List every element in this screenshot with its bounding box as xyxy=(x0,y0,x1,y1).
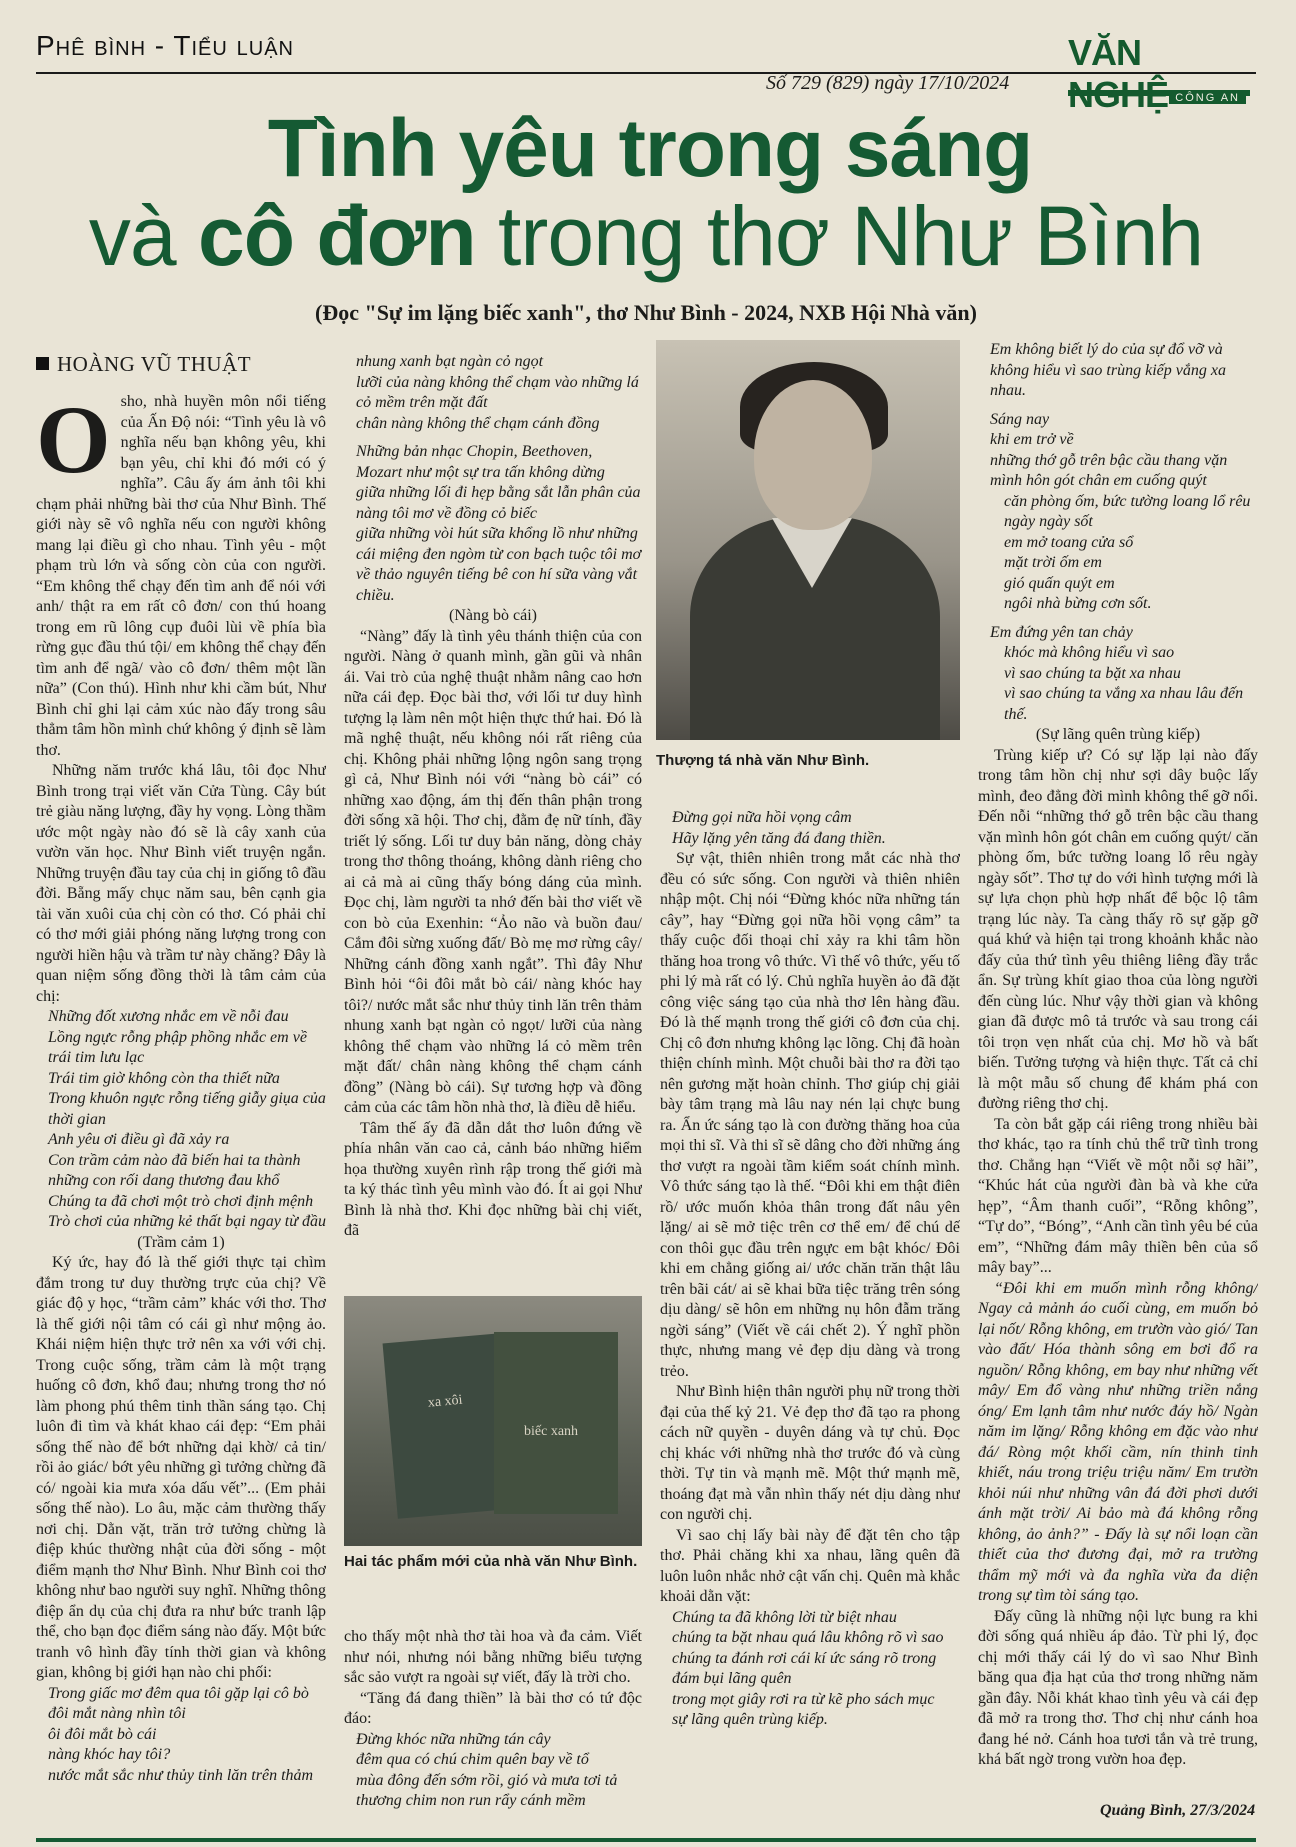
verse-line: mặt trời ốm em xyxy=(1004,554,1102,571)
column-3 xyxy=(660,808,960,1832)
masthead-logo xyxy=(1068,32,1250,115)
signoff: Quảng Bình, 27/3/2024 xyxy=(1100,1802,1256,1819)
books-photo xyxy=(344,1296,642,1546)
paragraph: “Tăng đá đang thiền” là bài thơ có tứ độc đáo: xyxy=(344,1689,642,1727)
drop-cap: O xyxy=(36,392,111,493)
footer-rule xyxy=(36,1838,1256,1842)
verse-line: mùa đông đến sớm rồi, gió và mưa tơi tả xyxy=(356,1771,618,1789)
issue-number: Số 729 (829) ngày 17/10/2024 xyxy=(766,72,1010,94)
paragraph: Những năm trước khá lâu, tôi đọc Như Bình trong trại viết văn Cửa Tùng. Cây bút trẻ giàu năng lượng, đầy hy vọng. Lòng thầm ước một ngày nào đó sẽ là cây xanh của vườn văn học. Như Bình viết truyện ngắn. Những truyện đầu tay của chị in giống tô đầu đời. Bẵng mấy chục năm sau, bên cạnh gia tài văn xuôi của chị còn có thơ. Có phải chỉ có thơ mới giải phóng năng lượng trong con người hiền hậu và trầm tư này chăng? Đây là quan niệm sống đồng thời là tâm cảm của chị: xyxy=(36,762,326,1005)
verse-line: Lồng ngực rỗng phập phồng nhắc em về trái tim lưu lạc xyxy=(48,1028,307,1066)
subheadline: (Đọc "Sự im lặng biếc xanh", thơ Như Bình - 2024, NXB Hội Nhà văn) xyxy=(315,300,977,325)
books-caption: Hai tác phẩm mới của nhà văn Như Bình. xyxy=(344,1553,638,1570)
verse-line: giữa những lối đi hẹp bằng sắt lẫn phân của nàng tôi mơ về đồng cỏ biếc xyxy=(356,484,641,522)
verse-line: Hãy lặng yên tăng đá đang thiền. xyxy=(672,829,886,847)
verse-line: Anh yêu ơi điều gì đã xảy ra xyxy=(48,1131,230,1148)
portrait-face xyxy=(754,380,872,530)
paragraph: Ký ức, hay đó là thế giới thực tại chìm đắm trong tư duy thường trực của chị? Về giác độ y học, “trầm cảm” khác với thơ. Thơ là thế giới nội tâm có cái gì như mộng ảo. Khái niệm hiện thực trở nên xa với với chị. Trong cuộc sống, trầm cảm là một trạng huống cô đơn, khổ đau; nhưng trong thơ nó làm phong phú thêm tinh thần sáng tạo. Chị luôn đi tìm và khát khao cái đẹp: “Em phải sống thế nào để bớt những dại khờ/ cả tin/ rồi ảo giác/ bớt yêu những gì tưởng chừng đã có/ ngoài kia mưa xóa dấu vết”... (Em phải sống thế nào). Lo âu, mặc cảm thường thấy nơi chị. Dằn vặt, trăn trở tưởng chừng là điệp khúc thường nhật của đời sống - một điểm mạnh thơ Như Bình. Như Bình coi thơ không như bao người suy nghĩ. Những thông điệp ẩn dụ của chị đưa ra như bức tranh lập thể, cho bạn đọc điểm sáng nào đấy. Một bức tranh vô hình đầy tính thời gian và không gian, không bị giới hạn nào chi phối: xyxy=(36,1254,326,1681)
paragraph: Tâm thế ấy đã dẫn dắt thơ luôn đứng về phía nhân văn cao cả, cảnh báo những hiểm họa thường xuyên rình rập trong thế giới mà ta ký thác tình yêu mình vào đó. Ít ai gọi Như Bình là nhà thơ. Khi đọc những bài chị viết, đã xyxy=(344,1119,642,1239)
section-label: Phê bình - Tiểu luận xyxy=(36,30,294,61)
verse-line: lưỡi của nàng không thể chạm vào những lá cỏ mềm trên mặt đất xyxy=(356,373,639,411)
headline-part-b: cô đơn xyxy=(197,189,476,283)
logo-subtext: CÔNG AN xyxy=(1169,92,1246,104)
verse-line: thương chim non run rẩy cánh mềm xyxy=(356,1792,586,1809)
paragraph: Như Bình hiện thân người phụ nữ trong thời đại của thế kỷ 21. Vẻ đẹp thơ đã tạo ra phong cách nữ quyền - duyên dáng và tự chủ. Đọc chị khác với những nhà thơ trước đó và cùng thời. Tự tin và mạnh mẽ. Một thứ mạnh mẽ, thoáng đạt mà vẫn nhìn thấy nét dịu dàng như con người chị. xyxy=(660,1383,960,1523)
verse-line: Con trầm cảm nào đã biến hai ta thành những con rối dang thương đau khổ xyxy=(48,1151,301,1189)
paragraph: Vì sao chị lấy bài này để đặt tên cho tập thơ. Phải chăng khi xa nhau, lãng quên đã luôn luôn nhắc nhở cật vấn chị. Quên mà khắc khoải dằn vặt: xyxy=(660,1526,960,1605)
poem-source: (Sự lãng quên trùng kiếp) xyxy=(1035,726,1201,743)
book-cover-2 xyxy=(494,1332,618,1514)
verse-line: Trò chơi của những kẻ thất bại ngay từ đầu xyxy=(48,1213,326,1230)
verse-line: nước mắt sắc như thủy tinh lăn trên thảm xyxy=(48,1766,314,1784)
paragraph: “Nàng” đấy là tình yêu thánh thiện của con người. Nàng ở quanh mình, gần gũi và nhân ái. Vai trò của nghệ thuật nhằm nâng cao hơn nữa cái đẹp. Đọc bài thơ, với lối tư duy hình tượng lạ làm nên một hiện thực thứ hai. Đó là mã nghệ thuật, nếu không nói rất riêng của chị. Không phải những lộng ngôn sang trọng gì cả, Như Bình nói với “nàng bò cái” có những xao động, ám thị đến thân phận trong đời sống xã hội. Thơ chị, đằm đẹ nữ tính, đầy triết lý sống. Lối tư duy bản năng, dòng chảy trong thơ thông thoáng, không dành riêng cho ai cả mà ai cũng thấy bóng dáng của mình. Đọc chị, làm người ta nhớ đến bài thơ viết về con bò của Exenhin: “Ảo não và buồn đau/ Cắm đôi sừng xuống đất/ Bò mẹ mơ rừng cây/ Những cánh đồng xanh ngắt”. Thì đây Như Bình hỏi “ôi đôi mắt bò cái/ nàng khóc hay tôi?/ nước mắt sắc như thủy tinh lăn trên thảm nhung xanh bạt ngàn cỏ ngọt/ lưỡi của nàng không thể chạm vào những lá cỏ mềm trên mặt đất/ chân nàng không thể chạm cánh đồng” (Nàng bò cái). Sự tương hợp và đồng cảm của các tâm hồn nhà thơ, là điều dễ hiểu. xyxy=(344,627,642,1116)
verse-line: Em không biết lý do của sự đổ vỡ và không hiểu vì sao trùng kiếp vắng xa nhau. xyxy=(990,341,1226,399)
verse-line: đôi mắt nàng nhìn tôi xyxy=(48,1705,186,1722)
verse-line: chúng ta đánh rơi cái kí ức sáng rõ trong đám bụi lãng quên xyxy=(672,1649,937,1687)
verse-line: vì sao chúng ta bặt xa nhau xyxy=(1004,664,1181,682)
paragraph: Trùng kiếp ư? Có sự lặp lại nào đấy trong tâm hồn chị như sợi dây buộc lấy mình, đeo đẳng đời mình không thể gỡ nổi. Đến nỗi “những thớ gỗ trên bậc cầu thang vặn mình hôn gót chân em cuống quýt/ căn phòng ốm, bức tường loang lổ rêu ngày ngày sốt”. Thơ tự do với hình tượng mới là sự lựa chọn phù hợp nhất để bộc lộ tâm trạng lúc này. Ta càng thấy rõ sự gặp gỡ quá khứ và hiện tại trong khoảnh khắc nào đấy của thứ tình yêu thiêng liêng đầy trắc ẩn. Sự trùng khít giao thoa của lòng người đến cùng lúc. Như vậy thời gian và không gian đã được mô tả trước và sau trong cái tôi trọn vẹn nhất của chị. Mơ hồ và bất biến. Tưởng tượng và hiện thực. Tất cả chỉ là một mẫu số chung để khám phá con đường riêng thơ chị. xyxy=(978,746,1258,1112)
verse-line: nhung xanh bạt ngàn cỏ ngọt xyxy=(356,353,544,370)
paragraph: Ta còn bắt gặp cái riêng trong nhiều bài thơ khác, tạo ra tính chủ thể trữ tình trong thơ. Chẳng hạn “Viết về một nỗi sợ hãi”, “Khúc hát của người đàn bà và khe cửa hẹp”, “Âm thanh cuối”, “Rỗng không”, “Tự do”, “Bóng”, “Anh cần tình yêu bé của em”, “Những đám mây thiền bên của sổ mây bay”... xyxy=(978,1115,1258,1276)
paragraph: cho thấy một nhà thơ tài hoa và đa cảm. Viết như nói, nhưng nói bằng những biểu tượng sắc sảo vượt ra ngoài sự viết, đấy là trời cho. xyxy=(344,1628,642,1686)
verse-line: giữa những vòi hút sữa khổng lồ như những cái miệng đen ngòm từ con bạch tuộc tôi mơ về thảo nguyên tiếng bê con hí sữa vàng vắt chiều. xyxy=(356,525,642,604)
byline-square-icon xyxy=(36,357,49,370)
verse-line: khi em trở về xyxy=(990,431,1074,448)
verse-line: trong mọt giây rơi ra từ kẽ pho sách mục xyxy=(672,1690,935,1708)
verse-line: Trong khuôn ngực rỗng tiếng giẫy giụa của thời gian xyxy=(48,1090,326,1128)
verse-line: Sáng nay xyxy=(990,410,1050,428)
column-1 xyxy=(36,392,326,1832)
verse-line: Đừng gọi nữa hồi vọng câm xyxy=(672,809,852,826)
verse-line: chân nàng không thể chạm cánh đồng xyxy=(356,414,600,432)
author-portrait-photo xyxy=(656,340,960,740)
verse-line: căn phòng ốm, bức tường loang lổ rêu ngày ngày sốt xyxy=(1004,492,1251,530)
headline-part-c: trong thơ Như Bình xyxy=(475,189,1204,283)
portrait-caption: Thượng tá nhà văn Như Bình. xyxy=(656,752,870,769)
poem-source: (Nàng bò cái) xyxy=(449,607,537,624)
author-byline xyxy=(36,352,251,377)
verse-line: Chúng ta đã chơi một trò chơi định mệnh xyxy=(48,1192,314,1210)
verse-line: sự lãng quên trùng kiếp. xyxy=(672,1711,828,1728)
verse-line: đêm qua có chú chim quên bay về tổ xyxy=(356,1751,589,1768)
verse-line: gió quấn quýt em xyxy=(1004,574,1115,592)
book-2-title: biếc xanh xyxy=(524,1424,579,1439)
verse-line: Trái tim giờ không còn tha thiết nữa xyxy=(48,1069,280,1087)
poem-source: (Trầm cảm 1) xyxy=(137,1233,225,1251)
headline-line-1: Tình yêu trong sáng xyxy=(267,103,1033,194)
author-name: HOÀNG VŨ THUẬT xyxy=(57,352,252,376)
verse-line: em mở toang cửa sổ xyxy=(1004,533,1134,551)
column-2 xyxy=(344,352,642,1287)
verse-line: ôi đôi mắt bò cái xyxy=(48,1725,157,1743)
verse-line: ngôi nhà bừng cơn sốt. xyxy=(1004,595,1152,612)
headline-part-a: và xyxy=(88,189,198,283)
verse-line: Đừng khóc nữa những tán cây xyxy=(356,1730,551,1748)
verse-line: vì sao chúng ta vắng xa nhau lâu đến thế. xyxy=(1004,685,1244,723)
book-1-title: xa xôi xyxy=(427,1392,464,1411)
paragraph: “Đôi khi em muốn mình rỗng không/ Ngay cả mảnh áo cuối cùng, em muốn bỏ lại nốt/ Rỗng không, em trườn vào gió/ Tan vào đất/ Hóa thành sông em bơi đổ ra nguồn/ Rỗng không, em bay như những vết mây/ Em đổ vàng như những triền nắng óng/ Em lạnh tâm như nước đáy hồ/ Ngàn năm im lặng/ Rỗng không em đặc vào như đá/ Ròng một khối cầm, nín thinh tinh khiết, náu trong triệu triệu năm/ Em trườn khỏi núi như những vân đá đời phơi dưới ánh mặt trời/ Ai bảo mà đá không rỗng không, ảo ảnh?” - Đấy là sự nổi loạn cần thiết của thơ đương đại, mở ra trường thẩm mỹ mới và đa nghĩa vừa đa diện trong sự tìm tòi sáng tạo. xyxy=(978,1279,1258,1604)
column-4 xyxy=(978,340,1258,1830)
lead-paragraph: Osho, nhà huyền môn nổi tiếng của Ấn Độ nói: “Tình yêu là vô nghĩa nếu bạn không yêu, khi bạn yêu, chỉ khi đó mới có ý nghĩa”. Câu ấy ám ảnh tôi khi chạm phải những bài thơ của Như Bình. Thế giới này sẽ vô nghĩa nếu con người không mang lại điều gì cho nhau. Tình yêu - một phạm trù lớn và sống còn của con người. “Em không thể chạy đến tìm anh để nói với anh/ thật ra em rất cô đơn/ con thú hoang trong em rũ lông cụp đuôi lùi về phía bìa rừng gục đầu thú tội/ em không thể chạy đến tìm anh để ngã/ vào cô đơn/ thêm một lần nữa” (Con thú). Hình như khi cầm bút, Như Bình chỉ ghi lại cảm xúc nào đấy trong sâu thẳm tâm hồn mình chứ không ý định sẽ làm thơ. xyxy=(36,392,326,759)
paragraph: Đấy cũng là những nội lực bung ra khi đời sống quá nhiều áp đảo. Từ phi lý, đọc chị mới thấy cái lý do vì sao Như Bình băng qua địa hạt của thơ trong những năm gần đây. Nỗi khát khao tình yêu và cái đẹp đã mở ra trong thơ. Thơ chị như cánh hoa đang hé nở. Cánh hoa tươi tắn và trẻ trung, khá bất ngờ trong vườn hoa đẹp. xyxy=(978,1607,1258,1768)
paragraph: Sự vật, thiên nhiên trong mắt các nhà thơ đều có sức sống. Con người và thiên nhiên nhập một. Chị nói “Đừng khóc nữa những tán cây”, hay “Đừng gọi nữa hồi vọng câm” ta thấy cuộc đối thoại chỉ xảy ra khi tâm hồn thăng hoa trong vô thức. Vì thế vô thức, yếu tố phi lý mà rất có lý. Chủ nghĩa huyền ảo đã đặt công việc sáng tạo của nhà thơ lên hàng đầu. Đó là thế mạnh trong thế giới cô đơn của chị. Chị cô đơn nhưng không lạc lõng. Chị đã hoàn thiện chính mình. Một chuỗi bài thơ ra đời tạo nên gương mặt hoàn chỉnh. Thơ giúp chị giải bày tâm trạng mà lâu nay nén lại chực bung ra. Ẩn ức sáng tạo là con đường thăng hoa của mọi thi sĩ. Và thi sĩ sẽ dâng cho đời những áng thơ vượt ra ngoài tầm kiểm soát chính mình. Vô thức sáng tạo là thế. “Đôi khi em thật điên rồ/ ước muốn khỏa thân trong đất nâu yên lặng/ ai sẽ mở tiệc trên cơ thể em/ để chú dế con thôi gục đầu trên ngực em bật khóc/ Đôi khi em chẳng giống ai/ ước chăn trăn thật lâu trên bãi cát/ ai sẽ khai bữa tiệc trăng trên sóng dịu dàng/ sẽ hôn em những nụ hôn đẫm trăng ngời sáng” (Viết về cái chết 2). Ý nghĩ phồn thực, nhưng mang vẻ đẹp dịu dàng và trong trẻo. xyxy=(660,850,960,1380)
logo-text: VĂN NGHỆ xyxy=(1068,32,1169,115)
verse-line: Em đứng yên tan chảy xyxy=(990,623,1133,641)
verse-line: Chúng ta đã không lời từ biệt nhau xyxy=(672,1608,897,1626)
verse-line: chúng ta bặt nhau quá lâu không rõ vì sao xyxy=(672,1629,944,1646)
verse-line: Những bản nhạc Chopin, Beethoven, Mozart như một sự tra tấn không dừng xyxy=(356,443,605,481)
verse-line: khóc mà không hiểu vì sao xyxy=(1004,644,1175,661)
verse-line: Trong giấc mơ đêm qua tôi gặp lại cô bò xyxy=(48,1684,309,1702)
verse-line: Những đốt xương nhắc em về nỗi đau xyxy=(48,1008,289,1025)
verse-line: những thớ gỗ trên bậc cầu thang vặn mình hôn gót chân em cuống quýt xyxy=(990,451,1228,489)
column-2-continued xyxy=(344,1627,642,1832)
headline-line-2 xyxy=(36,188,1256,285)
verse-line: nàng khóc hay tôi? xyxy=(48,1746,171,1763)
